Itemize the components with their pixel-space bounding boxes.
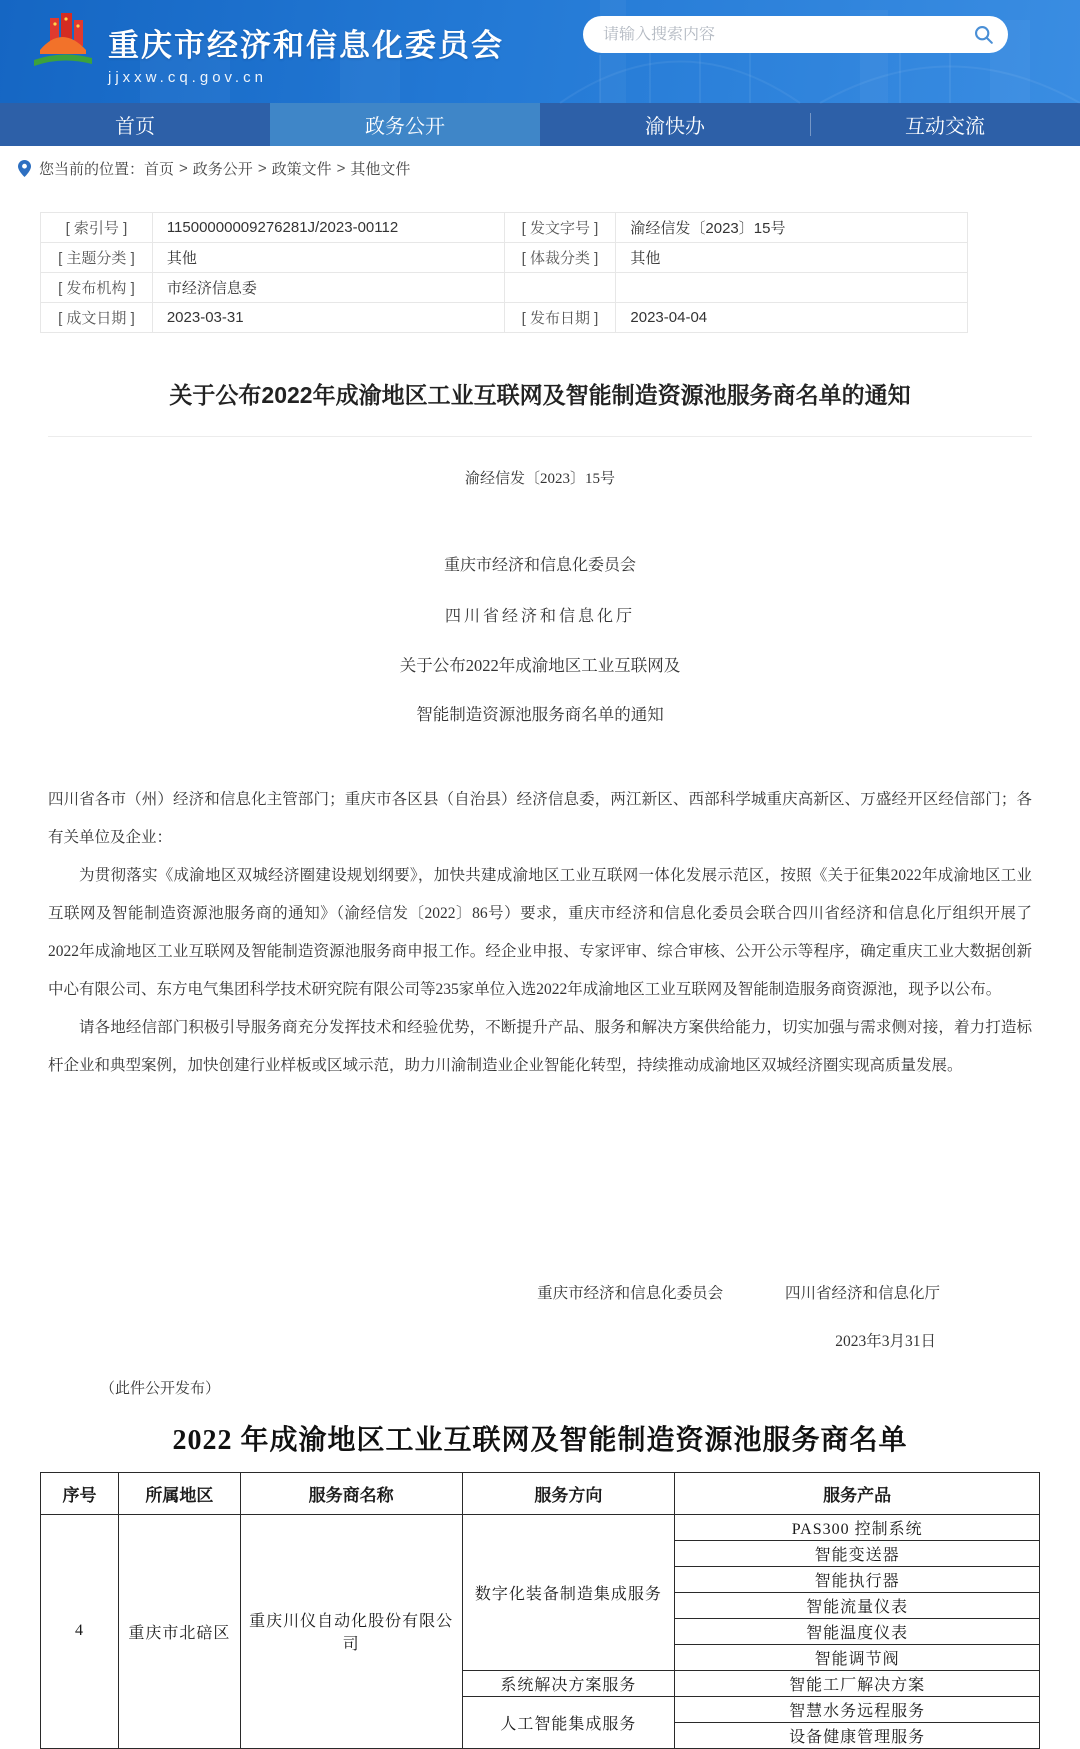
site-header	[0, 0, 1080, 103]
signature-date: 2023年3月31日	[835, 1332, 936, 1350]
cell-region: 重庆市北碚区	[118, 1514, 240, 1748]
column-header-no: 序号	[41, 1472, 119, 1514]
provider-list-table	[40, 1472, 1040, 1749]
cell-direction: 人工智能集成服务	[462, 1696, 675, 1748]
document-meta-table	[40, 212, 968, 333]
column-header-region: 所属地区	[118, 1472, 240, 1514]
table-header-row	[41, 1472, 1040, 1514]
signature-line	[48, 1281, 1032, 1303]
meta-value-topic: 其他	[152, 243, 504, 273]
nav-item-home[interactable]: 首页	[115, 116, 155, 138]
meta-value-written-date: 2023-03-31	[152, 303, 504, 333]
location-pin-icon	[18, 160, 31, 177]
cell-product: 智能调节阀	[675, 1644, 1040, 1670]
meta-value-empty	[616, 273, 968, 303]
site-logo-icon[interactable]	[30, 10, 94, 72]
cell-product: 智能流量仪表	[675, 1592, 1040, 1618]
subject-line-1: 关于公布2022年成渝地区工业互联网及	[399, 656, 681, 675]
page-title: 关于公布2022年成渝地区工业互联网及智能制造资源池服务商名单的通知	[48, 377, 1032, 437]
meta-value-agency: 市经济信息委	[152, 273, 504, 303]
breadcrumb-item-home[interactable]: 首页	[144, 160, 175, 178]
table-row	[41, 213, 968, 243]
cell-product: 智能工厂解决方案	[675, 1670, 1040, 1696]
table-row	[41, 243, 968, 273]
breadcrumb-separator: >	[179, 159, 188, 177]
cell-product: 智慧水务远程服务	[675, 1696, 1040, 1722]
meta-label-written-date: [ 成文日期 ]	[41, 303, 153, 333]
meta-label-publish-date: [ 发布日期 ]	[504, 303, 616, 333]
column-header-direction: 服务方向	[462, 1472, 675, 1514]
provider-list-title: 2022 年成渝地区工业互联网及智能制造资源池服务商名单	[172, 1424, 908, 1456]
meta-label-empty	[504, 273, 616, 303]
paragraph-salutation: 四川省各市（州）经济和信息化主管部门；重庆市各区县（自治县）经济信息委，两江新区、西部科学城重庆高新区、万盛经开区经信部门；各有关单位及企业：	[48, 791, 1032, 846]
signature-org-1: 重庆市经济和信息化委员会	[537, 1284, 724, 1302]
cell-product: 智能变送器	[675, 1540, 1040, 1566]
meta-label-agency: [ 发布机构 ]	[41, 273, 153, 303]
table-row	[41, 1514, 1040, 1540]
breadcrumb-item-other-files[interactable]: 其他文件	[350, 160, 411, 178]
subject-line-2: 智能制造资源池服务商名单的通知	[416, 705, 664, 724]
table-row	[41, 303, 968, 333]
breadcrumb-separator: >	[336, 159, 346, 177]
breadcrumb-item-policy-files[interactable]: 政策文件	[271, 160, 332, 178]
issuing-org-1: 重庆市经济和信息化委员会	[443, 557, 636, 574]
nav-item-yukuaiban[interactable]: 渝快办	[645, 116, 705, 138]
signature-org-2: 四川省经济和信息化厅	[784, 1284, 940, 1302]
site-title: 重庆市经济和信息化委员会	[108, 28, 504, 63]
meta-label-topic: [ 主题分类 ]	[41, 243, 153, 273]
cell-product: PAS300 控制系统	[675, 1514, 1040, 1540]
breadcrumb-prefix: 您当前的位置：	[39, 160, 145, 178]
cell-direction: 数字化装备制造集成服务	[462, 1514, 675, 1670]
paragraph-closing: 请各地经信部门积极引导服务商充分发挥技术和经验优势，不断提升产品、服务和解决方案供给能力，切实加强与需求侧对接，着力打造标杆企业和典型案例，加快创建行业样板或区域示范，助力川渝制造业企业智能化转型，持续推动成渝地区双城经济圈实现高质量发展。	[48, 1018, 1032, 1074]
cell-direction: 系统解决方案服务	[462, 1670, 675, 1696]
document-body	[48, 781, 1032, 1085]
meta-label-docnum: [ 发文字号 ]	[504, 213, 616, 243]
paragraph-main: 为贯彻落实《成渝地区双城经济圈建设规划纲要》，加快共建成渝地区工业互联网一体化发展示范区，按照《关于征集2022年成渝地区工业互联网及智能制造资源池服务商的通知》（渝经信发〔2022〕86号）要求，重庆市经济和信息化委员会联合四川省经济和信息化厅组织开展了2022年成渝地区工业互联网及智能制造资源池服务商申报工作。经企业申报、专家评审、综合审核、公开公示等程序，确定重庆工业大数据创新中心有限公司、东方电气集团科学技术研究院有限公司等235家单位入选2022年成渝地区工业互联网及智能制造服务商资源池，现予以公布。	[48, 866, 1032, 998]
meta-label-genre: [ 体裁分类 ]	[504, 243, 616, 273]
search-icon[interactable]	[973, 24, 994, 45]
meta-value-index: 11500000009276281J/2023-00112	[152, 213, 504, 243]
cell-product: 智能温度仪表	[675, 1618, 1040, 1644]
nav-item-gov-disclosure[interactable]: 政务公开	[270, 103, 540, 146]
table-row	[41, 273, 968, 303]
cell-product: 设备健康管理服务	[675, 1722, 1040, 1748]
search-box	[583, 16, 1008, 53]
site-url: jjxxw.cq.gov.cn	[108, 69, 267, 86]
meta-value-docnum: 渝经信发〔2023〕15号	[616, 213, 968, 243]
cell-serial-no: 4	[41, 1514, 119, 1748]
column-header-company: 服务商名称	[240, 1472, 462, 1514]
document-number: 渝经信发〔2023〕15号	[464, 471, 615, 487]
meta-label-index: [ 索引号 ]	[41, 213, 153, 243]
cell-company: 重庆川仪自动化股份有限公司	[240, 1514, 462, 1748]
cell-product: 智能执行器	[675, 1566, 1040, 1592]
meta-value-publish-date: 2023-04-04	[616, 303, 968, 333]
column-header-product: 服务产品	[675, 1472, 1040, 1514]
public-release-note: （此件公开发布）	[100, 1380, 221, 1397]
meta-value-genre: 其他	[616, 243, 968, 273]
issuing-org-2: 四川省经济和信息化厅	[444, 608, 635, 625]
breadcrumb-separator: >	[257, 159, 267, 177]
breadcrumb-item-gov-disclosure[interactable]: 政务公开	[192, 160, 253, 178]
main-nav	[0, 103, 1080, 146]
nav-item-interaction[interactable]: 互动交流	[810, 103, 1080, 146]
search-input[interactable]	[603, 26, 973, 44]
breadcrumb	[0, 146, 1080, 190]
document-content	[48, 377, 1032, 1398]
